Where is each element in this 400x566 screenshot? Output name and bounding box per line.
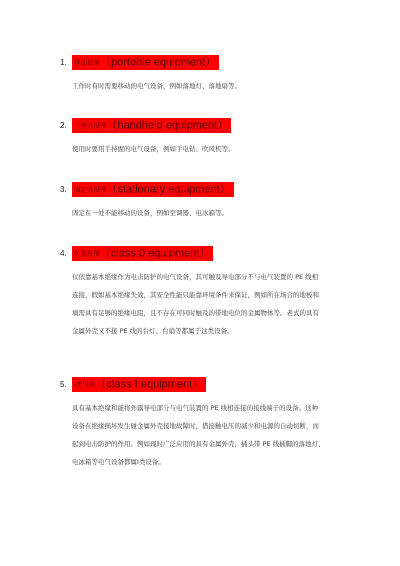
section-body: 工作时有时需要移动的电气设备，例如落地灯、落地扇等。 <box>72 82 241 90</box>
heading-chinese: 移动设备 <box>74 58 100 67</box>
heading-chinese: Ⅰ类设备 <box>74 380 96 389</box>
list-number: 1. <box>60 58 67 67</box>
highlighted-heading <box>72 377 206 393</box>
section-body: 具有基本绝缘和能将外露导电部分与电气装置的 PE 线相连接的接线端子的设备。这种 设备在绝缘损坏发生碰金属外壳接地故障时，借接触电压的减少和电源的自动切断，而 起到电击防护的作用。例如现时广泛应用的具有金属外壳，插头带 PE 线插脚的落地灯、 电冰箱等电气设备都属Ⅰ类设备。 <box>72 404 325 466</box>
highlighted-heading <box>72 118 231 134</box>
highlighted-heading <box>72 182 234 198</box>
heading-english: （class 0 equipment） <box>99 247 211 260</box>
heading-chinese: 固定式设备 <box>74 185 107 194</box>
section-body: 使用时要用手持握的电气设备，例如手电钻、吹风机等。 <box>72 145 235 153</box>
heading-chinese: 手持式设备 <box>74 121 107 130</box>
section-heading <box>60 182 350 197</box>
section-heading <box>60 118 350 133</box>
highlighted-heading <box>72 246 213 262</box>
heading-chinese: 0 类设备 <box>74 249 100 258</box>
heading-english: （stationary equipment） <box>106 183 231 196</box>
section-3 <box>60 182 350 222</box>
section-heading <box>60 377 350 392</box>
heading-english: （portoble equipment） <box>100 56 217 69</box>
highlighted-heading <box>72 55 219 71</box>
list-number: 5. <box>60 380 67 389</box>
section-body: 固定在一处不能移动的设备，例如空调器、电冰箱等。 <box>72 209 228 217</box>
section-heading <box>60 246 350 261</box>
heading-english: （handheld equipment） <box>106 119 229 132</box>
section-body: 仅依靠基本绝缘作为电击防护的电气设备，其可触及导电部分不与电气装置的 PE 线相 连接，假如基本绝缘失效，其安全性能只能靠环境条件来保证，例如所在场合的地板和 墙需具有足够的绝缘电阻，且不存在可同时触及的带地电位的金属物体等。老式的具有 金属外壳又不接 PE 线的台灯、台扇等都属于这类设备。 <box>72 273 319 335</box>
list-number: 3. <box>60 185 67 194</box>
list-number: 2. <box>60 121 67 130</box>
section-4 <box>60 246 350 340</box>
list-number: 4. <box>60 249 67 258</box>
heading-english: （class Ⅰ equipment） <box>95 378 204 391</box>
section-1 <box>60 55 350 95</box>
section-heading <box>60 55 350 70</box>
section-5 <box>60 377 350 471</box>
section-2 <box>60 118 350 158</box>
